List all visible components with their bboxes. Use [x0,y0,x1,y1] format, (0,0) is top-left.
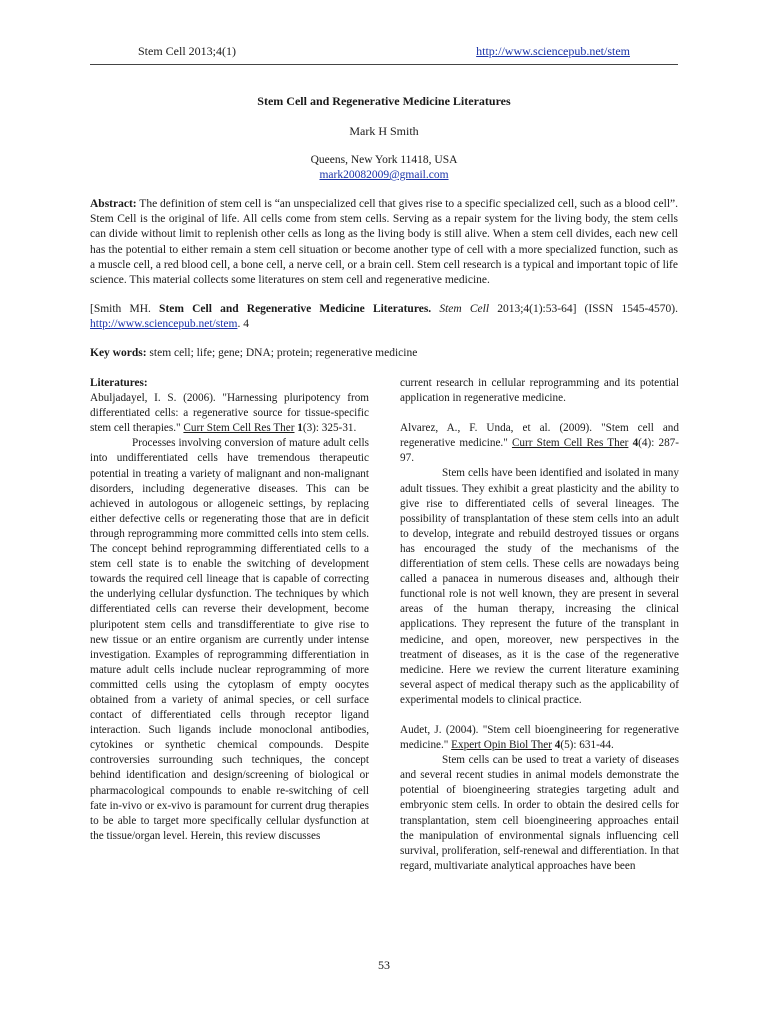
reference-journal-link[interactable]: Expert Opin Biol Ther [451,739,552,752]
author-address: Queens, New York 11418, USA [310,154,458,166]
paper-title: Stem Cell and Regenerative Medicine Literatures [257,94,511,108]
citation-suffix: . 4 [237,318,249,331]
author-name: Mark H Smith [349,124,419,138]
citation-journal: Stem Cell [431,303,490,315]
abstract-text: The definition of stem cell is “an unspecialized cell that gives rise to a specific specialized cell, such as a blood cell”. Stem Cell is the original of life. All cells come from stem cells. Serving as a repair system for the living body, the stem cells can divide without limit to replenish other cells as long as the living body is still alive. When a stem cell divides, each new cell has the potential to either remain a stem cell situation or become another type of cell with a more specialized function, such as a muscle cell, a red blood cell, a bone cell, a nerve cell, or a brain cell. Stem cell research is a typical and important topic of life science. This material collects some literatures on stem cell and regenerative medicine. [90,198,678,287]
reference-abstract: Stem cells can be used to treat a variety of diseases and several recent studies in animal models demonstrate the potential of bioengineering strategies targeting adult and embryonic stem cells. In order to obtain the desired cells for transplantation, stem cell bioengineering approaches entail the manipulation of environmental signals influencing cell survival, proliferation, self-renewal and differentiation. In that regard, multivariate analytical approaches have been [400,754,679,872]
literatures-heading: Literatures: [90,377,148,389]
reference-pages: (4): 287-97. [400,437,679,465]
page-number: 53 [378,958,390,972]
reference-volume: 4 [632,437,639,450]
running-header [138,44,630,62]
citation [90,302,678,332]
left-column [90,376,369,844]
keywords-label: Key words: [90,347,147,359]
reference-pages: (5): 631-44. [560,739,614,752]
reference-abstract-continued: current research in cellular reprogramming and its potential application in regenerative medicine. [400,377,679,405]
reference-volume: 4 [554,739,561,752]
abstract [90,197,678,288]
reference-abstract: Stem cells have been identified and isolated in many adult tissues. They exhibit a great plasticity and the ability to give rise to differentiated cells of several lineages. The possibility of transplantation of these stem cells into an adult to develop, integrate and rebuild destroyed tissues or organs has encouraged the study of the mechanisms of the differentiation of stem cells. These cells are nowadays being called a panacea in numerous diseases and, although their functional role is not well known, they are present in several areas of the human therapy, increasing the clinical applications. They represent the future of the transplant in medicine, and open, moreover, new perspectives in the treatment of diseases, as it is the case of the regenerative medicine. Here we review the current literature examining several aspect of medical therapy such as the applicability of experimental models to clinical practice. [400,467,679,706]
reference-entry [400,723,679,753]
reference-entry [90,391,369,436]
journal-citation-header: Stem Cell 2013;4(1) [138,44,236,58]
keywords [90,347,678,359]
abstract-label: Abstract: [90,198,137,210]
author-email-link[interactable]: mark20082009@gmail.com [319,169,449,181]
keywords-text: stem cell; life; gene; DNA; protein; regenerative medicine [146,347,418,359]
paragraph-gap [400,708,679,723]
citation-link[interactable]: http://www.sciencepub.net/stem [90,318,238,331]
reference-journal-link[interactable]: Curr Stem Cell Res Ther [183,422,295,435]
journal-url-link[interactable]: http://www.sciencepub.net/stem [476,44,630,58]
citation-prefix: [Smith MH. [90,303,160,315]
paragraph-gap [400,406,679,421]
reference-text: Abuljadayel, I. S. (2006). "Harnessing pluripotency from differentiated cells: a regenerative source for tissue-specific stem cell therapies." [90,392,369,435]
reference-pages: (3): 325-31. [302,422,357,435]
reference-volume: 1 [297,422,303,435]
reference-text: Audet, J. (2004). "Stem cell bioengineering for regenerative medicine." [400,723,679,752]
right-column [400,376,679,874]
reference-journal-link[interactable]: Curr Stem Cell Res Ther [511,437,629,450]
author-email-row [0,169,768,181]
citation-details: 2013;4(1):53-64] (ISSN 1545-4570). [489,303,679,315]
header-rule [90,64,678,65]
reference-abstract: Processes involving conversion of mature adult cells into undifferentiated cells have tremendous therapeutic potential in treating a variety of malignant and non-malignant disorders, including degenerative diseases. This can be achieved in autologous or allogeneic settings, by replacing either defective cells or regenerating those that are in deficit through reprogramming more committed cells into stem cells. The concept behind reprogramming differentiated cells to a stem cell state is to enable the switching of development towards the required cell lineage that is capable of correcting the underlying cellular dysfunction. The techniques by which differentiated cells can reverse their development, become pluripotent stem cells and transdifferentiate to give rise to new tissue or an entire organism are currently under intense investigation. Examples of reprogramming differentiation in mature adult cells include nuclear reprogramming of more committed cells using the cytoplasm of empty oocytes obtained from a variety of animal species, or cell surface contact of differentiated cells through receptor ligand interaction. Such ligands include monoclonal antibodies, cytokines or synthetic chemical compounds. Despite controversies surrounding such techniques, the concept behind identification and design/screening of biological or pharmacological compounds to enable re-switching of cell fate in-vivo or ex-vivo is paramount for current drug therapies to be able to target more specifically cellular dysfunction at the tissue/organ level. Herein, this review discusses [90,437,369,842]
reference-entry [400,421,679,466]
citation-title: Stem Cell and Regenerative Medicine Literatures. [159,303,432,315]
reference-text: Alvarez, A., F. Unda, et al. (2009). "Stem cell and regenerative medicine." [400,422,679,450]
